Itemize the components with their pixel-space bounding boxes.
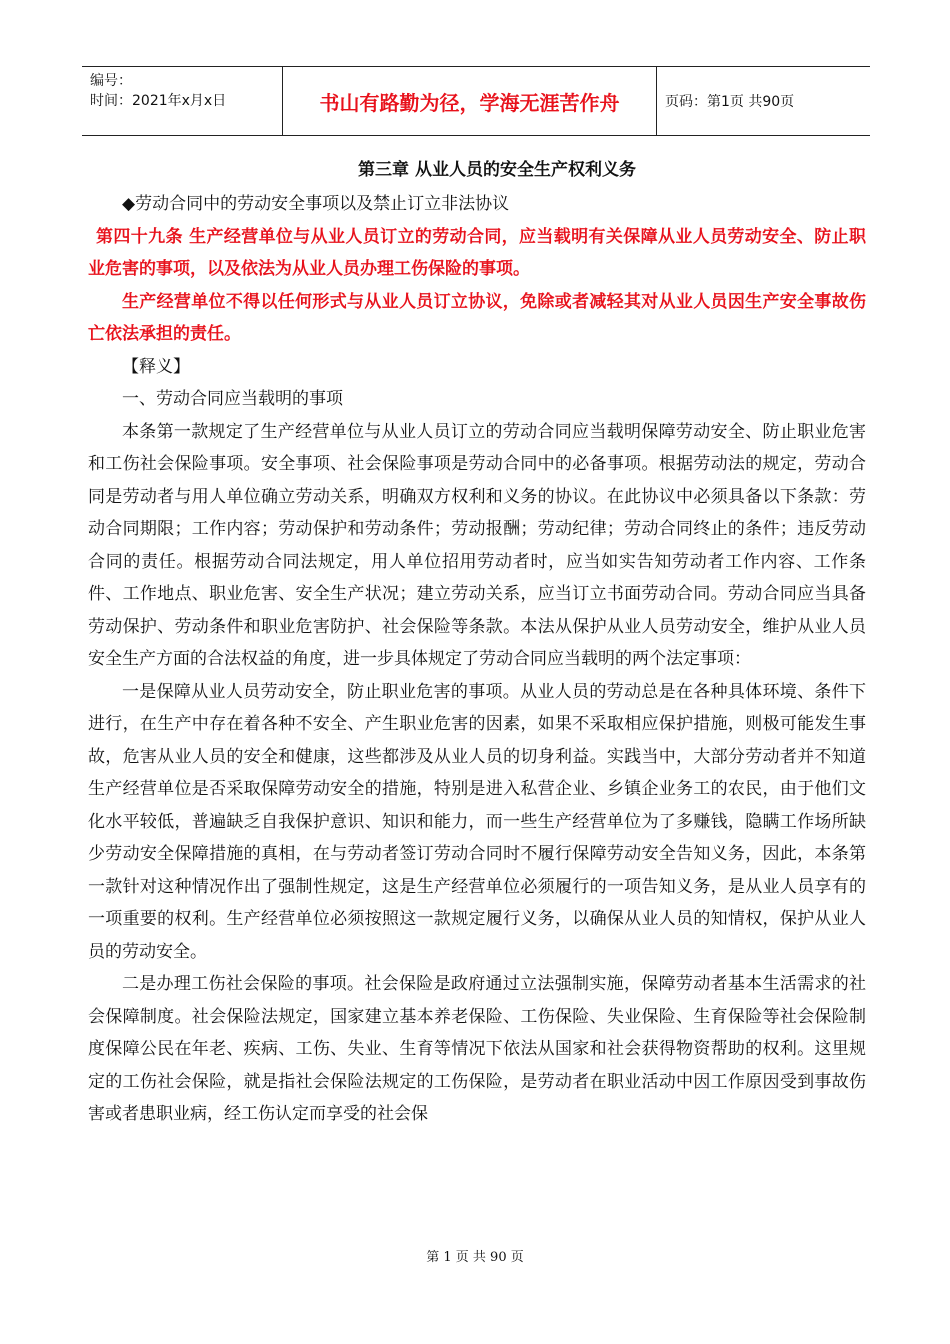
body-paragraph-3: 二是办理工伤社会保险的事项。社会保险是政府通过立法强制实施，保障劳动者基本生活需求的社会保障制度。社会保险法规定，国家建立基本养老保险、工伤保险、失业保险、生育保险等社会保险制度保障公民在年老、疾病、工伤、失业、生育等情况下依法从国家和社会获得物资帮助的权利。这里规定的工伤社会保险，就是指社会保险法规定的工伤保险，是劳动者在职业活动中因工作原因受到事故伤害或者患职业病，经工伤认定而享受的社会保 <box>88 974 866 1124</box>
header-code: 编号： <box>90 73 132 89</box>
subheading-1: 一、劳动合同应当载明的事项 <box>122 389 343 409</box>
chapter-title: 第三章 从业人员的安全生产权利义务 <box>358 160 636 180</box>
body-paragraph-2: 一是保障从业人员劳动安全，防止职业危害的事项。从业人员的劳动总是在各种具体环境、条件下进行，在生产中存在着各种不安全、产生职业危害的因素，如果不采取相应保护措施，则极可能发生事故，危害从业人员的安全和健康，这些都涉及从业人员的切身利益。实践当中，大部分劳动者并不知道生产经营单位是否采取保障劳动安全的措施，特别是进入私营企业、乡镇企业务工的农民，由于他们文化水平较低，普遍缺乏自我保护意识、知识和能力，而一些生产经营单位为了多赚钱，隐瞒工作场所缺少劳动安全保障措施的真相，在与劳动者签订劳动合同时不履行保障劳动安全告知义务，因此，本条第一款针对这种情况作出了强制性规定，这是生产经营单位必须履行的一项告知义务，是从业人员享有的一项重要的权利。生产经营单位必须按照这一款规定履行义务，以确保从业人员的知情权，保护从业人员的劳动安全。 <box>88 681 866 962</box>
article-paragraph-2: 生产经营单位不得以任何形式与从业人员订立协议，免除或者减轻其对从业人员因生产安全事故伤亡依法承担的责任。 <box>88 291 866 344</box>
header-meta <box>82 67 282 135</box>
header-page-info: 页码：第1页 共90页 <box>665 94 795 110</box>
body-paragraph-1: 本条第一款规定了生产经营单位与从业人员订立的劳动合同应当载明保障劳动安全、防止职业危害和工伤社会保险事项。安全事项、社会保险事项是劳动合同中的必备事项。根据劳动法的规定，劳动合同是劳动者与用人单位确立劳动关系，明确双方权利和义务的协议。在此协议中必须具备以下条款：劳动合同期限；工作内容；劳动保护和劳动条件；劳动报酬；劳动纪律；劳动合同终止的条件；违反劳动合同的责任。根据劳动合同法规定，用人单位招用劳动者时，应当如实告知劳动者工作内容、工作条件、工作地点、职业危害、安全生产状况；建立劳动关系，应当订立书面劳动合同。劳动合同应当具备劳动保护、劳动条件和职业危害防护、社会保险等条款。本法从保护从业人员劳动安全，维护从业人员安全生产方面的合法权益的角度，进一步具体规定了劳动合同应当载明的两个法定事项： <box>88 421 866 669</box>
page-footer: 第 1 页 共 90 页 <box>426 1250 524 1265</box>
header-motto: 书山有路勤为径，学海无涯苦作舟 <box>282 67 657 135</box>
section-heading: ◆劳动合同中的劳动安全事项以及禁止订立非法协议 <box>122 194 510 214</box>
header-time: 时间：2021年x月x日 <box>90 93 227 109</box>
article-paragraph-1: 第四十九条 生产经营单位与从业人员订立的劳动合同，应当载明有关保障从业人员劳动安全、防止职业危害的事项，以及依法为从业人员办理工伤保险的事项。 <box>88 226 866 279</box>
document-body <box>88 152 866 1131</box>
page-header <box>82 66 870 136</box>
interpretation-label: 【释义】 <box>122 356 190 377</box>
